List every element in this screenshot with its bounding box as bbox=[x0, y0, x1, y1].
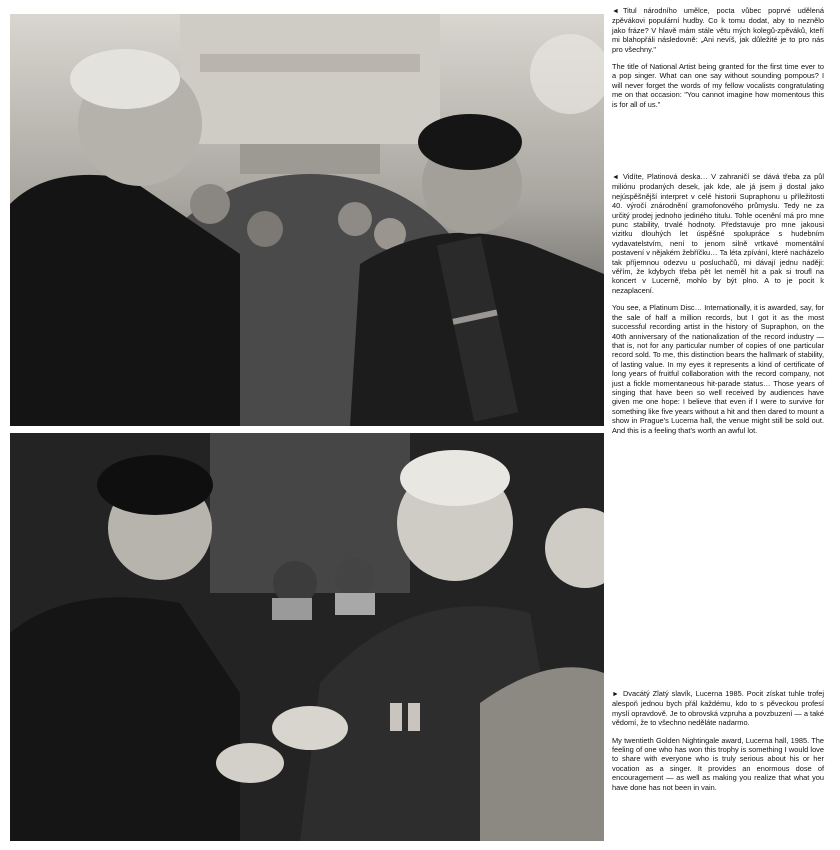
photo-top-award-ceremony bbox=[10, 14, 604, 426]
caption-english-text: You see, a Platinum Disc… Internationally, it is awarded, say, for the sale of half a million records, but I got it as the most successful recording artist in the history of Supraphon, on the 40th anniversary of the nationalization of the record industry — that is, not for any particular number of copies of one particular record sold. To me, this distinction bears the hallmark of stability, of lasting value. In my eyes it represents a kind of certificate of long years of fruitful collaboration with the record company, not just a fickle momentaneous hit-parade status… Those years of singing that have been so well received by audiences have given me one hope: I believe that even if I were to survive for something like five years without a hit and then dared to mount a show in Prague's Lucerna hall, the venue might still be sold out. And this is a feeling that's worth an awful lot. bbox=[612, 303, 824, 435]
caption-golden-nightingale bbox=[612, 689, 824, 800]
photograph-award-ceremony-icon bbox=[10, 14, 604, 426]
arrow-left-icon: ◄ bbox=[612, 8, 619, 15]
caption-national-artist bbox=[612, 6, 824, 117]
arrow-right-icon: ► bbox=[612, 691, 619, 698]
caption-english-text: My twentieth Golden Nightingale award, Lucerna hall, 1985. The feeling of one who has won this trophy is something I would love to share with everyone who is truly serious about his or her vocation as a singer. It provides an enormous dose of encouragement — as well as making you realize that what you have done has not been in vain. bbox=[612, 735, 824, 792]
caption-platinum-disc bbox=[612, 172, 824, 443]
caption-czech-text: ◄ Vidíte, Platinová deska… V zahraničí se dává třeba za půl miliónu prodaných desek, jak kde, ale já jsem ji dostal jako nejúspěšnější interpret v celé historii Supraphonu u příležitosti 40. výročí znárodnění gramofonového průmyslu. Tedy ne za určitý prodej jednoho jediného titulu. Tohle ocenění má pro mne punc stability, trvalé hodnoty. Představuje pro mne jakousi vizitku dlouhých let úspěšné spolupráce s hudebním vydavatelstvím, není to jenom silně vrtkavé momentální postavení v nějakém žebříčku… Ta léta zpívání, které nacházelo tak příjemnou odezvu u posluchačů, mi dávají jednu naději: věřím, že kdybych třeba pět let neměl hit a pak si troufl na koncert v Lucerně, mohlo by být plno. A to je pocit k nezaplacení. bbox=[612, 172, 824, 295]
caption-czech-text: ► Dvacátý Zlatý slavík, Lucerna 1985. Pocit získat tuhle trofej alespoň jednou bych přál každému, kdo to s pěveckou profesí myslí opravdově. Je to obrovská vzpruha a povzbuzení — a také vědomí, že to všechno neděláte nadarmo. bbox=[612, 689, 824, 728]
caption-czech-text: ◄ Titul národního umělce, pocta vůbec poprvé udělená zpěvákovi populární hudby. Co k tomu dodat, aby to neznělo jako fráze? V hlavě mám stále větu mých kolegů-zpěváků, kteří mi blahopřáli následovně: „Ani nevíš, jak důležité je to pro nás pro všechny." bbox=[612, 6, 824, 54]
arrow-left-icon: ◄ bbox=[612, 174, 619, 181]
caption-english-text: The title of National Artist being granted for the first time ever to a pop singer. What can one say without sounding pompous? I will never forget the words of my fellow vocalists congratulating me on that occasion: "You cannot imagine how momentous this is for all of us." bbox=[612, 62, 824, 109]
photo-bottom-handshake bbox=[10, 433, 604, 841]
photograph-handshake-icon bbox=[10, 433, 604, 841]
